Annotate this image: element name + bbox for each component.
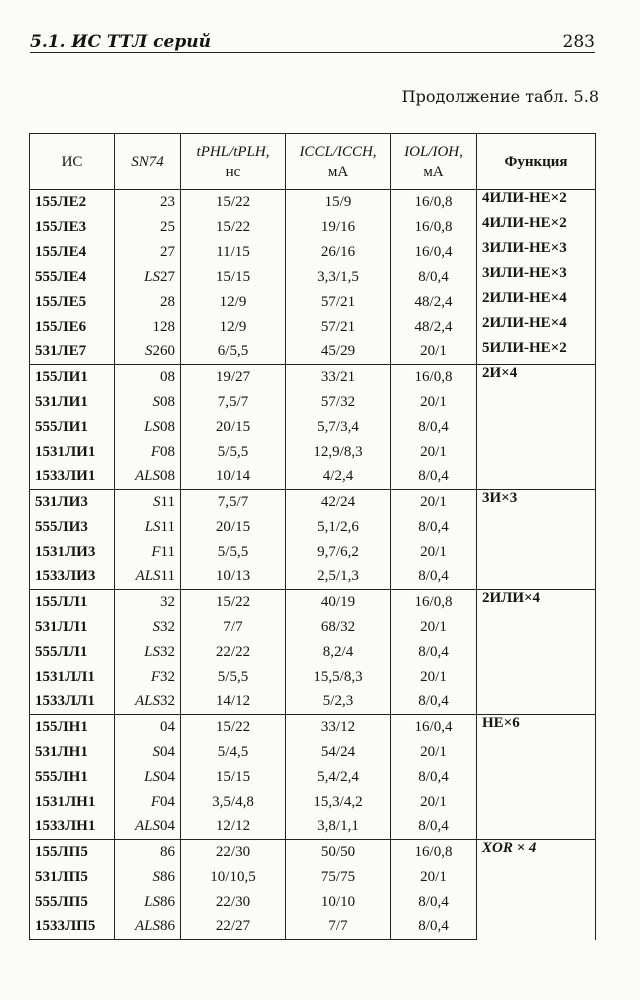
output-current-cell: 20/1	[391, 490, 477, 515]
sn74-cell	[115, 240, 181, 265]
output-current-cell: 8/0,4	[391, 565, 477, 590]
output-current-cell: 20/1	[391, 390, 477, 415]
propagation-delay-cell: 12/9	[181, 290, 286, 315]
sn74-series-prefix: LS	[144, 893, 160, 910]
section-title: 5.1. ИС ТТЛ серий	[30, 32, 211, 52]
ic-cell: 1531ЛН1	[30, 790, 115, 815]
supply-current-cell: 75/75	[286, 865, 391, 890]
header-iol-label: IOL/IOH,	[404, 143, 463, 160]
sn74-series-prefix: F	[150, 793, 160, 810]
page-header	[30, 30, 595, 53]
function-cell: НЕ×6	[477, 715, 596, 840]
supply-current-cell: 33/21	[286, 365, 391, 390]
ic-cell: 555ЛЕ4	[30, 265, 115, 290]
ic-cell: 1531ЛИ1	[30, 440, 115, 465]
sn74-series-prefix: ALS	[134, 468, 160, 485]
supply-current-cell: 15/9	[286, 190, 391, 215]
function-cell: 4ИЛИ-НЕ×2	[477, 190, 596, 215]
ic-cell: 1533ЛЛ1	[30, 690, 115, 715]
sn74-number: 86	[160, 868, 175, 885]
ic-cell: 555ЛИ3	[30, 515, 115, 540]
output-current-cell: 8/0,4	[391, 640, 477, 665]
ic-cell: 531ЛЕ7	[30, 340, 115, 365]
ic-cell: 1533ЛИ1	[30, 465, 115, 490]
supply-current-cell: 15,3/4,2	[286, 790, 391, 815]
ic-cell: 531ЛП5	[30, 865, 115, 890]
output-current-cell: 20/1	[391, 740, 477, 765]
table-row	[30, 265, 596, 290]
propagation-delay-cell: 15/22	[181, 190, 286, 215]
sn74-cell	[115, 490, 181, 515]
propagation-delay-cell: 22/27	[181, 915, 286, 940]
sn74-series-prefix: ALS	[135, 568, 161, 585]
sn74-cell	[115, 565, 181, 590]
header-ic: ИС	[30, 134, 115, 190]
function-cell: 3ИЛИ-НЕ×3	[477, 240, 596, 265]
ic-cell: 555ЛН1	[30, 765, 115, 790]
ic-cell: 155ЛЕ4	[30, 240, 115, 265]
propagation-delay-cell: 10/14	[181, 465, 286, 490]
supply-current-cell: 2,5/1,3	[286, 565, 391, 590]
supply-current-cell: 33/12	[286, 715, 391, 740]
propagation-delay-cell: 22/30	[181, 840, 286, 865]
supply-current-cell: 9,7/6,2	[286, 540, 391, 565]
sn74-number: 11	[160, 518, 175, 535]
output-current-cell: 20/1	[391, 790, 477, 815]
output-current-cell: 8/0,4	[391, 815, 477, 840]
sn74-cell	[115, 515, 181, 540]
supply-current-cell: 8,2/4	[286, 640, 391, 665]
output-current-cell: 16/0,4	[391, 240, 477, 265]
propagation-delay-cell: 12/9	[181, 315, 286, 340]
function-cell: 4ИЛИ-НЕ×2	[477, 215, 596, 240]
supply-current-cell: 68/32	[286, 615, 391, 640]
sn74-cell	[115, 540, 181, 565]
sn74-cell	[115, 890, 181, 915]
sn74-series-prefix: ALS	[134, 693, 160, 710]
propagation-delay-cell: 7,5/7	[181, 390, 286, 415]
sn74-series-prefix: ALS	[134, 918, 160, 935]
table-row	[30, 315, 596, 340]
header-propagation-delay	[181, 134, 286, 190]
sn74-cell	[115, 865, 181, 890]
output-current-cell: 48/2,4	[391, 315, 477, 340]
sn74-number: 23	[160, 193, 175, 210]
ic-cell: 155ЛЕ5	[30, 290, 115, 315]
sn74-cell	[115, 440, 181, 465]
ic-cell: 555ЛЛ1	[30, 640, 115, 665]
sn74-cell	[115, 715, 181, 740]
propagation-delay-cell: 5/5,5	[181, 440, 286, 465]
function-cell: 3И×3	[477, 490, 596, 590]
sn74-cell	[115, 190, 181, 215]
sn74-number: 08	[160, 468, 175, 485]
sn74-series-prefix: S	[152, 393, 160, 410]
supply-current-cell: 3,8/1,1	[286, 815, 391, 840]
sn74-series-prefix: S	[152, 868, 160, 885]
output-current-cell: 20/1	[391, 540, 477, 565]
sn74-cell	[115, 915, 181, 940]
supply-current-cell: 5,1/2,6	[286, 515, 391, 540]
output-current-cell: 8/0,4	[391, 765, 477, 790]
sn74-number: 28	[160, 293, 175, 310]
propagation-delay-cell: 15/15	[181, 765, 286, 790]
sn74-cell	[115, 265, 181, 290]
supply-current-cell: 50/50	[286, 840, 391, 865]
sn74-number: 86	[160, 893, 175, 910]
supply-current-cell: 45/29	[286, 340, 391, 365]
propagation-delay-cell: 22/22	[181, 640, 286, 665]
propagation-delay-cell: 14/12	[181, 690, 286, 715]
supply-current-cell: 57/21	[286, 290, 391, 315]
output-current-cell: 16/0,4	[391, 715, 477, 740]
table-row	[30, 190, 596, 215]
sn74-series-prefix: LS	[144, 768, 160, 785]
header-tp-unit: нс	[225, 163, 241, 180]
sn74-cell	[115, 290, 181, 315]
supply-current-cell: 57/32	[286, 390, 391, 415]
sn74-number: 32	[160, 643, 175, 660]
output-current-cell: 20/1	[391, 615, 477, 640]
supply-current-cell: 3,3/1,5	[286, 265, 391, 290]
sn74-number: 27	[160, 243, 175, 260]
function-cell: 2И×4	[477, 365, 596, 490]
sn74-number: 86	[160, 843, 175, 860]
ic-cell: 555ЛП5	[30, 890, 115, 915]
sn74-cell	[115, 640, 181, 665]
sn74-cell	[115, 390, 181, 415]
sn74-number: 08	[160, 418, 175, 435]
supply-current-cell: 40/19	[286, 590, 391, 615]
ic-cell: 155ЛП5	[30, 840, 115, 865]
ic-parameters-table	[29, 133, 596, 940]
output-current-cell: 8/0,4	[391, 415, 477, 440]
output-current-cell: 16/0,8	[391, 365, 477, 390]
ic-cell: 155ЛЕ6	[30, 315, 115, 340]
ic-cell: 1531ЛИ3	[30, 540, 115, 565]
propagation-delay-cell: 22/30	[181, 890, 286, 915]
sn74-series-prefix: F	[150, 668, 160, 685]
function-cell: 5ИЛИ-НЕ×2	[477, 340, 596, 365]
supply-current-cell: 4/2,4	[286, 465, 391, 490]
propagation-delay-cell: 6/5,5	[181, 340, 286, 365]
header-tp-label: tPHL/tPLH,	[196, 143, 270, 160]
sn74-number: 08	[160, 393, 175, 410]
sn74-series-prefix: LS	[144, 418, 160, 435]
sn74-cell	[115, 765, 181, 790]
table-continuation-caption: Продолжение табл. 5.8	[401, 87, 599, 106]
output-current-cell: 20/1	[391, 440, 477, 465]
output-current-cell: 20/1	[391, 340, 477, 365]
sn74-cell	[115, 465, 181, 490]
ic-cell: 531ЛИ3	[30, 490, 115, 515]
sn74-number: 04	[160, 768, 175, 785]
sn74-number: 25	[160, 218, 175, 235]
sn74-number: 11	[160, 493, 175, 510]
output-current-cell: 8/0,4	[391, 465, 477, 490]
output-current-cell: 20/1	[391, 665, 477, 690]
sn74-series-prefix: S	[145, 343, 153, 360]
function-cell: 2ИЛИ-НЕ×4	[477, 290, 596, 315]
sn74-cell	[115, 590, 181, 615]
ic-cell: 155ЛЕ3	[30, 215, 115, 240]
sn74-cell	[115, 615, 181, 640]
supply-current-cell: 7/7	[286, 915, 391, 940]
sn74-number: 04	[160, 793, 175, 810]
output-current-cell: 8/0,4	[391, 890, 477, 915]
sn74-series-prefix: LS	[144, 643, 160, 660]
table-row	[30, 240, 596, 265]
output-current-cell: 20/1	[391, 865, 477, 890]
table-row	[30, 290, 596, 315]
sn74-number: 04	[160, 718, 175, 735]
ic-cell: 1533ЛП5	[30, 915, 115, 940]
ic-cell: 531ЛН1	[30, 740, 115, 765]
output-current-cell: 48/2,4	[391, 290, 477, 315]
propagation-delay-cell: 15/22	[181, 715, 286, 740]
propagation-delay-cell: 3,5/4,8	[181, 790, 286, 815]
sn74-number: 11	[160, 543, 175, 560]
sn74-series-prefix: S	[152, 618, 160, 635]
header-sn74: SN74	[115, 134, 181, 190]
header-iol-unit: мА	[423, 163, 444, 180]
table-row	[30, 365, 596, 390]
output-current-cell: 8/0,4	[391, 915, 477, 940]
propagation-delay-cell: 5/4,5	[181, 740, 286, 765]
propagation-delay-cell: 11/15	[181, 240, 286, 265]
table-row	[30, 340, 596, 365]
supply-current-cell: 10/10	[286, 890, 391, 915]
header-icc-label: ICCL/ICCH,	[299, 143, 377, 160]
table-row	[30, 215, 596, 240]
output-current-cell: 8/0,4	[391, 265, 477, 290]
ic-cell: 155ЛИ1	[30, 365, 115, 390]
propagation-delay-cell: 10/13	[181, 565, 286, 590]
ic-cell: 1533ЛИ3	[30, 565, 115, 590]
supply-current-cell: 5,7/3,4	[286, 415, 391, 440]
ic-cell: 155ЛЕ2	[30, 190, 115, 215]
sn74-cell	[115, 840, 181, 865]
sn74-series-prefix: LS	[144, 268, 160, 285]
table-body	[30, 190, 596, 940]
sn74-series-prefix: S	[153, 493, 161, 510]
sn74-series-prefix: S	[152, 743, 160, 760]
output-current-cell: 16/0,8	[391, 840, 477, 865]
supply-current-cell: 5,4/2,4	[286, 765, 391, 790]
table-row	[30, 715, 596, 740]
sn74-series-prefix: ALS	[134, 818, 160, 835]
ic-cell: 155ЛН1	[30, 715, 115, 740]
propagation-delay-cell: 20/15	[181, 515, 286, 540]
sn74-cell	[115, 365, 181, 390]
page-number: 283	[562, 32, 595, 52]
function-cell: 2ИЛИ×4	[477, 590, 596, 715]
header-output-current	[391, 134, 477, 190]
propagation-delay-cell: 19/27	[181, 365, 286, 390]
sn74-number: 27	[160, 268, 175, 285]
sn74-cell	[115, 740, 181, 765]
function-cell: XOR × 4	[477, 840, 596, 940]
ic-cell: 155ЛЛ1	[30, 590, 115, 615]
sn74-cell	[115, 340, 181, 365]
output-current-cell: 16/0,8	[391, 190, 477, 215]
table-header-row	[30, 134, 596, 190]
sn74-number: 32	[160, 618, 175, 635]
output-current-cell: 16/0,8	[391, 215, 477, 240]
ic-cell: 1533ЛН1	[30, 815, 115, 840]
supply-current-cell: 15,5/8,3	[286, 665, 391, 690]
supply-current-cell: 19/16	[286, 215, 391, 240]
propagation-delay-cell: 12/12	[181, 815, 286, 840]
sn74-cell	[115, 665, 181, 690]
header-supply-current	[286, 134, 391, 190]
sn74-number: 04	[160, 818, 175, 835]
table-row	[30, 490, 596, 515]
propagation-delay-cell: 15/22	[181, 215, 286, 240]
propagation-delay-cell: 5/5,5	[181, 665, 286, 690]
function-cell: 2ИЛИ-НЕ×4	[477, 315, 596, 340]
supply-current-cell: 12,9/8,3	[286, 440, 391, 465]
output-current-cell: 8/0,4	[391, 690, 477, 715]
sn74-cell	[115, 790, 181, 815]
propagation-delay-cell: 10/10,5	[181, 865, 286, 890]
ic-cell: 1531ЛЛ1	[30, 665, 115, 690]
sn74-cell	[115, 315, 181, 340]
propagation-delay-cell: 20/15	[181, 415, 286, 440]
propagation-delay-cell: 15/22	[181, 590, 286, 615]
propagation-delay-cell: 5/5,5	[181, 540, 286, 565]
ic-cell: 531ЛЛ1	[30, 615, 115, 640]
sn74-number: 04	[160, 743, 175, 760]
sn74-number: 260	[152, 343, 175, 360]
sn74-cell	[115, 415, 181, 440]
sn74-cell	[115, 815, 181, 840]
supply-current-cell: 5/2,3	[286, 690, 391, 715]
supply-current-cell: 54/24	[286, 740, 391, 765]
sn74-number: 86	[160, 918, 175, 935]
propagation-delay-cell: 7/7	[181, 615, 286, 640]
sn74-series-prefix: LS	[144, 518, 161, 535]
header-icc-unit: мА	[327, 163, 349, 180]
sn74-cell	[115, 690, 181, 715]
sn74-number: 32	[160, 693, 175, 710]
sn74-cell	[115, 215, 181, 240]
sn74-number: 128	[152, 318, 175, 335]
propagation-delay-cell: 7,5/7	[181, 490, 286, 515]
supply-current-cell: 42/24	[286, 490, 391, 515]
sn74-number: 11	[160, 568, 175, 585]
sn74-number: 32	[160, 593, 175, 610]
table-row	[30, 590, 596, 615]
table-row	[30, 840, 596, 865]
supply-current-cell: 57/21	[286, 315, 391, 340]
header-function: Функция	[477, 134, 596, 190]
sn74-series-prefix: F	[151, 543, 161, 560]
output-current-cell: 8/0,4	[391, 515, 477, 540]
sn74-number: 32	[160, 668, 175, 685]
supply-current-cell: 26/16	[286, 240, 391, 265]
sn74-series-prefix: F	[150, 443, 160, 460]
sn74-number: 08	[160, 443, 175, 460]
propagation-delay-cell: 15/15	[181, 265, 286, 290]
output-current-cell: 16/0,8	[391, 590, 477, 615]
function-cell: 3ИЛИ-НЕ×3	[477, 265, 596, 290]
ic-cell: 531ЛИ1	[30, 390, 115, 415]
ic-cell: 555ЛИ1	[30, 415, 115, 440]
sn74-number: 08	[160, 368, 175, 385]
